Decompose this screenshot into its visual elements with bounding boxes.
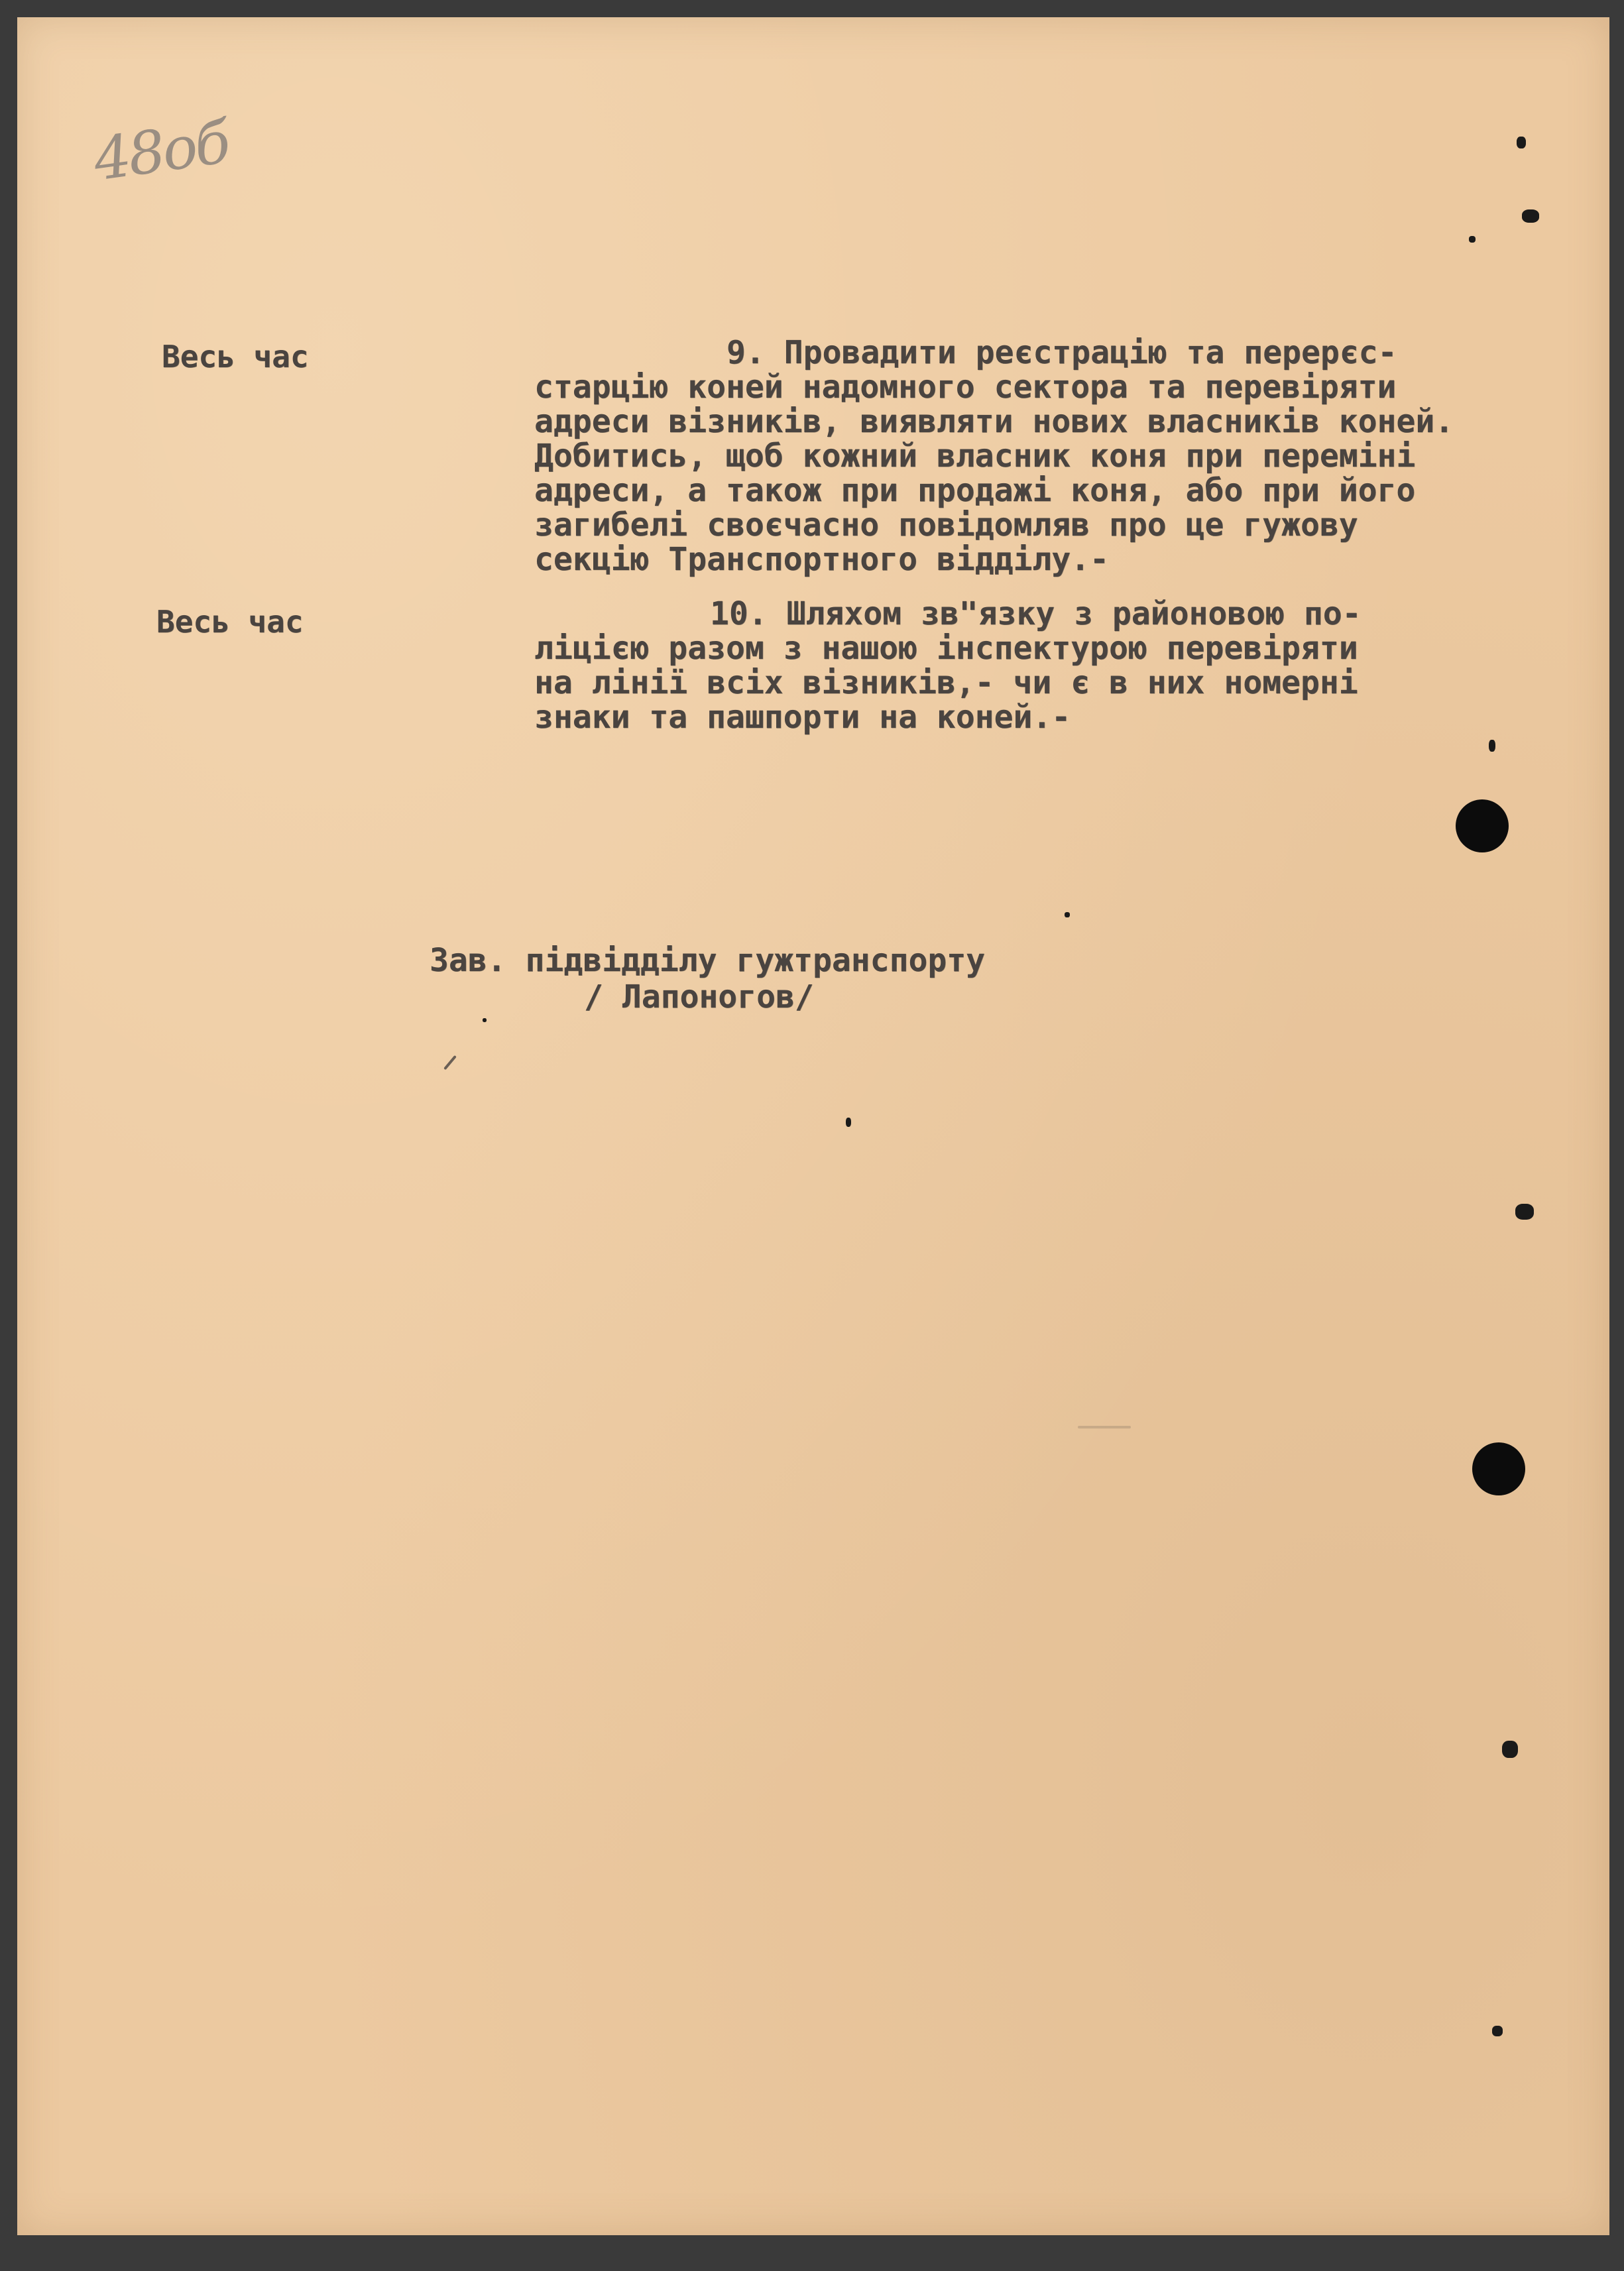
item-9-text: [534, 334, 1582, 599]
punch-hole: [1472, 1442, 1525, 1495]
item-10-line: на лінії всіх візників,- чи є в них номерні: [534, 664, 1358, 701]
item-9-line: адреси, а також при продажі коня, або при його: [534, 472, 1416, 509]
stray-mark: [443, 1055, 457, 1070]
speck: [1517, 137, 1526, 148]
document-page: [17, 17, 1609, 2235]
speck: [1489, 740, 1495, 752]
speck: [846, 1118, 851, 1127]
speck: [1515, 1204, 1534, 1220]
item-9-deadline: Весь час: [162, 339, 309, 375]
item-9-line: старцію коней надомного сектора та перевіряти: [534, 369, 1397, 406]
item-10-line: ліцією разом з нашою інспектурою перевіряти: [534, 630, 1358, 667]
signature-title: Зав. підвідділу гужтранспорту: [430, 942, 986, 979]
item-9-line: 9. Провадити реєстрацію та перерєс-: [726, 334, 1397, 371]
item-9-line: загибелі своєчасно повідомляв про це гужову: [534, 506, 1358, 544]
item-10-line: 10. Шляхом зв"язку з районовою по-: [710, 595, 1362, 632]
speck: [1469, 236, 1476, 243]
item-9-line: адреси візників, виявляти нових власників коней.: [534, 403, 1454, 440]
speck: [1492, 2026, 1503, 2036]
stray-mark: [1078, 1426, 1131, 1428]
item-10-deadline: Весь час: [156, 604, 304, 640]
speck: [1065, 912, 1070, 917]
folio-number: 48об: [89, 107, 232, 194]
item-9-line: секцію Транспортного відділу.-: [534, 541, 1109, 578]
punch-hole: [1456, 799, 1509, 852]
signature-name: / Лапоногов/: [584, 978, 814, 1016]
item-10-line: знаки та пашпорти на коней.-: [534, 699, 1071, 736]
speck: [1522, 209, 1539, 223]
item-10-text: [534, 595, 1582, 754]
speck: [483, 1018, 487, 1022]
item-9-line: Добитись, щоб кожний власник коня при переміні: [534, 437, 1416, 475]
speck: [1502, 1741, 1518, 1758]
